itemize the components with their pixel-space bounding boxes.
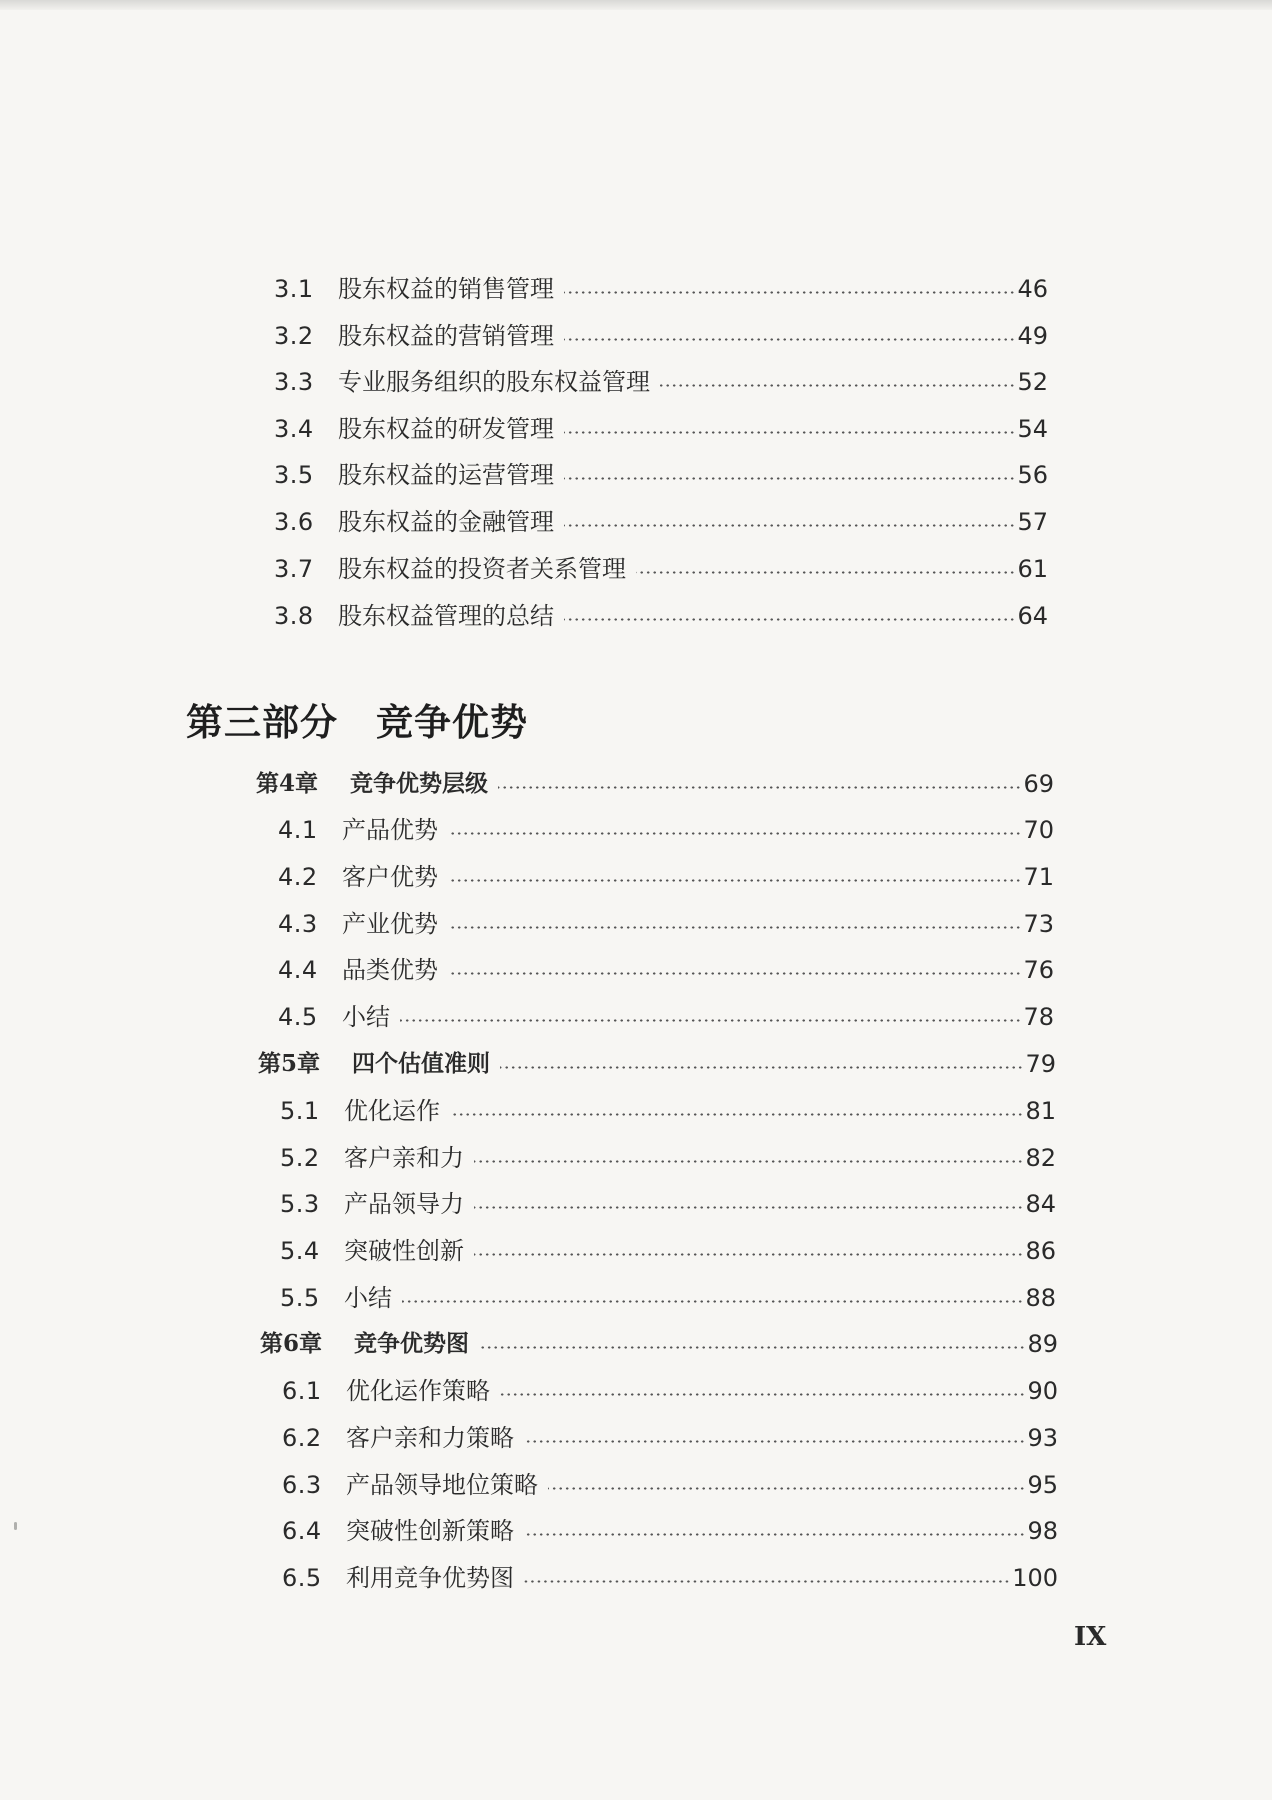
toc-entry-number: 4.3 — [278, 910, 318, 938]
dot-leader — [524, 1533, 1025, 1536]
dot-leader — [474, 1253, 1023, 1256]
toc-entry-number: 6.2 — [282, 1424, 322, 1452]
dot-leader — [448, 879, 1021, 882]
dot-leader — [564, 338, 1015, 341]
toc-entry-title: 股东权益的金融管理 — [338, 508, 554, 536]
dot-leader — [479, 1346, 1025, 1349]
toc-entry-title: 小结 — [344, 1284, 392, 1312]
toc-entry-number: 6.3 — [282, 1471, 322, 1499]
toc-entry-page: 69 — [1023, 770, 1054, 798]
dot-leader — [500, 1066, 1023, 1069]
toc-entry-number: 6.4 — [282, 1517, 322, 1545]
toc-entry-page: 46 — [1017, 275, 1048, 303]
toc-entry-5-3[interactable] — [280, 1184, 1056, 1224]
toc-entry-number: 3.4 — [274, 415, 314, 443]
toc-entry-page: 52 — [1017, 368, 1048, 396]
toc-entry-number: 3.2 — [274, 322, 314, 350]
toc-entry-title: 股东权益的研发管理 — [338, 415, 554, 443]
toc-entry-page: 90 — [1027, 1377, 1058, 1405]
toc-entry-3-3[interactable] — [274, 362, 1048, 402]
dot-leader — [564, 291, 1015, 294]
toc-entry-number: 4.2 — [278, 863, 318, 891]
toc-entry-number: 5.2 — [280, 1144, 320, 1172]
dot-leader — [448, 926, 1021, 929]
toc-entry-page: 64 — [1017, 602, 1048, 630]
toc-entry-5-2[interactable] — [280, 1138, 1056, 1178]
toc-entry-3-4[interactable] — [274, 409, 1048, 449]
toc-entry-3-7[interactable] — [274, 549, 1048, 589]
dot-leader — [448, 832, 1021, 835]
toc-entry-3-8[interactable] — [274, 596, 1048, 636]
dot-leader — [564, 431, 1015, 434]
toc-entry-page: 89 — [1027, 1330, 1058, 1358]
toc-entry-page: 70 — [1023, 816, 1054, 844]
chapter-label: 第5章 — [258, 1050, 321, 1077]
dot-leader — [402, 1300, 1023, 1303]
toc-entry-page: 88 — [1025, 1284, 1056, 1312]
toc-entry-number: 6.5 — [282, 1564, 322, 1592]
page-number-folio: IX — [1074, 1622, 1107, 1652]
toc-entry-5-4[interactable] — [280, 1231, 1056, 1271]
toc-entry-title: 产品领导力 — [344, 1190, 464, 1218]
toc-entry-number: 3.6 — [274, 508, 314, 536]
dot-leader — [498, 786, 1021, 789]
toc-entry-3-6[interactable] — [274, 502, 1048, 542]
toc-entry-page: 81 — [1025, 1097, 1056, 1125]
dot-leader — [500, 1393, 1025, 1396]
toc-entry-5-5[interactable] — [280, 1278, 1056, 1318]
part-heading — [186, 692, 528, 746]
dot-leader — [564, 618, 1015, 621]
toc-entry-number: 4.5 — [278, 1003, 318, 1031]
chapter-title: 四个估值准则 — [352, 1050, 490, 1077]
toc-entry-4-5[interactable] — [278, 997, 1054, 1037]
dot-leader — [474, 1206, 1023, 1209]
toc-entry-number: 6.1 — [282, 1377, 322, 1405]
chapter-label: 第4章 — [256, 770, 319, 797]
chapter-title: 竞争优势层级 — [350, 770, 488, 797]
toc-entry-5-1[interactable] — [280, 1091, 1056, 1131]
toc-entry-number: 3.3 — [274, 368, 314, 396]
toc-entry-number: 5.4 — [280, 1237, 320, 1265]
toc-entry-title: 突破性创新 — [344, 1237, 464, 1265]
toc-entry-title: 股东权益管理的总结 — [338, 602, 554, 630]
toc-entry-number: 5.1 — [280, 1097, 320, 1125]
toc-entry-page: 49 — [1017, 322, 1048, 350]
toc-entry-number: 4.4 — [278, 956, 318, 984]
toc-entry-title: 客户亲和力策略 — [346, 1424, 514, 1452]
toc-entry-title: 产业优势 — [342, 910, 438, 938]
toc-entry-number: 3.8 — [274, 602, 314, 630]
toc-entry-title: 专业服务组织的股东权益管理 — [338, 368, 650, 396]
toc-entry-4-1[interactable] — [278, 810, 1054, 850]
toc-entry-page: 78 — [1023, 1003, 1054, 1031]
toc-entry-6-3[interactable] — [282, 1465, 1058, 1505]
dot-leader — [524, 1440, 1025, 1443]
dot-leader — [636, 571, 1015, 574]
toc-entry-page: 73 — [1023, 910, 1054, 938]
toc-entry-title: 品类优势 — [342, 956, 438, 984]
toc-entry-page: 98 — [1027, 1517, 1058, 1545]
dot-leader — [474, 1160, 1023, 1163]
toc-entry-page: 61 — [1017, 555, 1048, 583]
toc-entry-page: 76 — [1023, 956, 1054, 984]
toc-entry-title: 股东权益的投资者关系管理 — [338, 555, 626, 583]
toc-entry-page: 86 — [1025, 1237, 1056, 1265]
toc-entry-title: 产品领导地位策略 — [346, 1471, 538, 1499]
toc-entry-title: 股东权益的营销管理 — [338, 322, 554, 350]
toc-entry-page: 93 — [1027, 1424, 1058, 1452]
toc-entry-number: 5.5 — [280, 1284, 320, 1312]
toc-entry-number: 5.3 — [280, 1190, 320, 1218]
toc-entry-title: 股东权益的运营管理 — [338, 461, 554, 489]
toc-entry-number: 3.1 — [274, 275, 314, 303]
dot-leader — [548, 1487, 1025, 1490]
toc-entry-page: 54 — [1017, 415, 1048, 443]
toc-entry-page: 100 — [1012, 1564, 1058, 1592]
chapter-label: 第6章 — [260, 1330, 323, 1357]
toc-entry-6-4[interactable] — [282, 1511, 1058, 1551]
toc-entry-6-1[interactable] — [282, 1371, 1058, 1411]
toc-entry-number: 3.5 — [274, 461, 314, 489]
toc-entry-3-1[interactable] — [274, 269, 1048, 309]
toc-entry-title: 优化运作策略 — [346, 1377, 490, 1405]
toc-chapter-5[interactable] — [258, 1044, 1056, 1084]
dot-leader — [524, 1580, 1010, 1583]
toc-entry-title: 客户优势 — [342, 863, 438, 891]
toc-entry-title: 优化运作 — [344, 1097, 440, 1125]
part-label: 第三部分 — [186, 700, 338, 744]
toc-entry-title: 利用竞争优势图 — [346, 1564, 514, 1592]
toc-chapter-4[interactable] — [256, 764, 1054, 804]
toc-entry-page: 84 — [1025, 1190, 1056, 1218]
toc-entry-3-5[interactable] — [274, 455, 1048, 495]
toc-entry-6-2[interactable] — [282, 1418, 1058, 1458]
toc-entry-page: 71 — [1023, 863, 1054, 891]
toc-entry-page: 82 — [1025, 1144, 1056, 1172]
toc-entry-4-4[interactable] — [278, 950, 1054, 990]
toc-entry-title: 股东权益的销售管理 — [338, 275, 554, 303]
dot-leader — [400, 1019, 1021, 1022]
toc-entry-title: 产品优势 — [342, 816, 438, 844]
toc-chapter-6[interactable] — [260, 1324, 1058, 1364]
part-title: 竞争优势 — [376, 700, 528, 744]
toc-entry-title: 小结 — [342, 1003, 390, 1031]
toc-entry-title: 突破性创新策略 — [346, 1517, 514, 1545]
toc-entry-page: 57 — [1017, 508, 1048, 536]
dot-leader — [564, 524, 1015, 527]
toc-entry-4-2[interactable] — [278, 857, 1054, 897]
dot-leader — [564, 477, 1015, 480]
dot-leader — [660, 384, 1015, 387]
toc-entry-page: 95 — [1027, 1471, 1058, 1499]
page-top-edge — [0, 0, 1272, 10]
dot-leader — [448, 972, 1021, 975]
toc-entry-4-3[interactable] — [278, 904, 1054, 944]
toc-entry-6-5[interactable] — [282, 1558, 1058, 1598]
toc-entry-page: 79 — [1025, 1050, 1056, 1078]
scan-mark — [14, 1522, 17, 1530]
toc-entry-number: 3.7 — [274, 555, 314, 583]
toc-entry-3-2[interactable] — [274, 316, 1048, 356]
dot-leader — [450, 1113, 1023, 1116]
chapter-title: 竞争优势图 — [354, 1330, 469, 1357]
toc-entry-title: 客户亲和力 — [344, 1144, 464, 1172]
toc-entry-number: 4.1 — [278, 816, 318, 844]
toc-entry-page: 56 — [1017, 461, 1048, 489]
